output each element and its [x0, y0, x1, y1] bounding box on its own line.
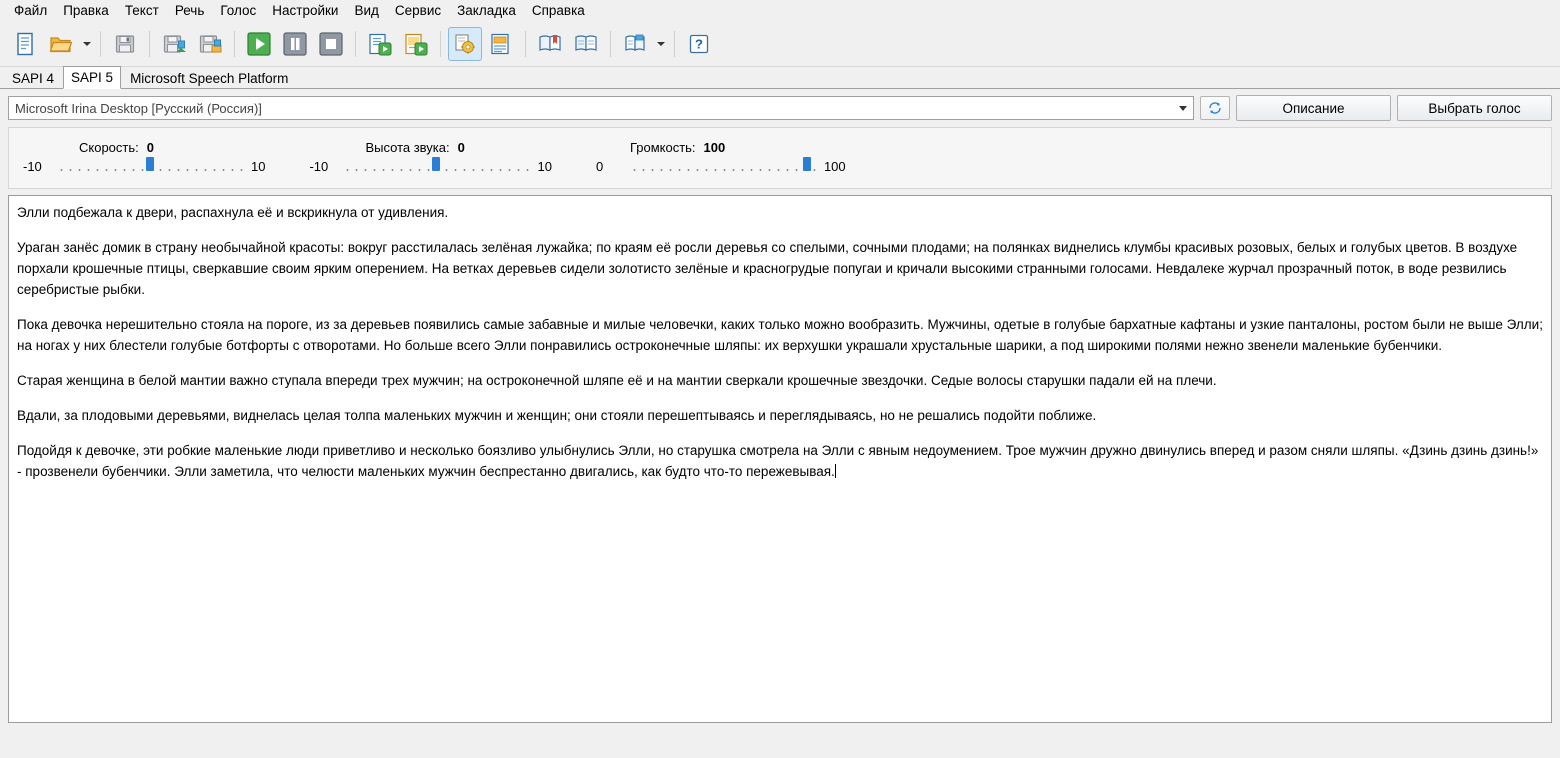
refresh-icon: [1207, 100, 1223, 116]
voice-select-dropdown-button[interactable]: [1173, 97, 1193, 119]
open-folder-icon: [49, 33, 73, 55]
save-audio-parts-icon: [198, 33, 222, 55]
pitch-slider-label-row: [365, 140, 551, 155]
rate-slider-line: [23, 157, 265, 177]
menu-item-view[interactable]: Вид: [354, 3, 379, 18]
chevron-down-icon: [657, 42, 665, 46]
pitch-slider-min: -10: [309, 159, 329, 174]
volume-slider-thumb[interactable]: [803, 157, 811, 171]
play-from-cursor-icon: [368, 32, 392, 56]
play-icon: [246, 31, 272, 57]
voice-settings-panel: [0, 89, 1560, 189]
text-paragraph: Старая женщина в белой мантии важно ступала впереди трех мужчин; на остроконечной шляпе её и на мантии сверкали крошечные звездочки. Седые волосы старушки падали ей на плечи.: [17, 373, 1217, 388]
svg-text:?: ?: [695, 36, 703, 52]
toolbar-separator: [674, 31, 675, 57]
toolbar: [0, 22, 1560, 67]
rate-slider-label-row: [79, 140, 265, 155]
voice-description-button[interactable]: Описание: [1236, 95, 1391, 121]
menu-item-settings[interactable]: Настройки: [272, 3, 339, 18]
menu-item-service[interactable]: Сервис: [394, 3, 442, 18]
volume-slider-line: [596, 157, 846, 177]
new-document-icon: [14, 32, 36, 56]
rate-slider-group: [9, 128, 265, 188]
save-audio-parts-button[interactable]: [193, 27, 227, 61]
help-icon: [688, 33, 710, 55]
menu-item-bookmark[interactable]: Закладка: [457, 3, 516, 18]
choose-voice-button[interactable]: Выбрать голос: [1397, 95, 1552, 121]
menu-item-text[interactable]: Текст: [124, 3, 159, 18]
help-button[interactable]: [682, 27, 716, 61]
text-properties-icon: [489, 32, 513, 56]
volume-slider-label-row: [630, 140, 846, 155]
rate-slider[interactable]: [57, 157, 243, 177]
volume-slider-max: 100: [823, 159, 846, 174]
settings-gear-icon: [453, 32, 477, 56]
toolbar-separator: [355, 31, 356, 57]
toolbar-separator: [100, 31, 101, 57]
open-file-dropdown-button[interactable]: [80, 28, 93, 60]
rate-slider-max: 10: [251, 159, 266, 174]
save-audio-icon: [162, 33, 186, 55]
chevron-down-icon: [1179, 106, 1187, 111]
open-file-button[interactable]: [44, 27, 78, 61]
toolbar-separator: [610, 31, 611, 57]
toolbar-separator: [149, 31, 150, 57]
menu-item-speech[interactable]: Речь: [174, 3, 205, 18]
text-paragraph-with-caret: [17, 440, 1543, 482]
save-audio-button[interactable]: [157, 27, 191, 61]
tab-microsoft-speech-platform[interactable]: Microsoft Speech Platform: [130, 71, 289, 86]
pitch-slider-group: [265, 128, 551, 188]
text-editor[interactable]: [8, 195, 1552, 723]
pitch-slider-line: [309, 157, 551, 177]
menu-item-voice[interactable]: Голос: [220, 3, 257, 18]
pause-button[interactable]: [278, 27, 312, 61]
bookmark-add-button[interactable]: [533, 27, 567, 61]
text-paragraph: Ураган занёс домик в страну необычайной красоты: вокруг расстилалась зелёная лужайка; по краям её росли деревья со спелыми, сочными плодами; на полянках виднелись клумбы красивых розовых, белых и голубых цветов. В воздухе порхали крошечные птицы, сверкавшие своим ярким оперением. На ветках деревьев сидели золотисто зелёные и красногрудые попугаи и кричали высокими странными голосами. Невдалеке журчал прозрачный поток, в воде резвились серебристые рыбки.: [17, 240, 1518, 297]
volume-slider-value: 100: [703, 139, 726, 155]
tab-strip: [0, 67, 1560, 89]
play-from-cursor-button[interactable]: [363, 27, 397, 61]
rate-slider-min: -10: [23, 159, 42, 174]
bookmark-add-icon: [537, 33, 563, 55]
pause-icon: [282, 31, 308, 57]
toolbar-separator: [440, 31, 441, 57]
bookmark-list-button[interactable]: [569, 27, 603, 61]
voice-selection-row: [8, 95, 1552, 121]
sliders-group: [8, 127, 1552, 189]
rate-slider-thumb[interactable]: [146, 157, 154, 171]
save-button[interactable]: [108, 27, 142, 61]
settings-button[interactable]: [448, 27, 482, 61]
tab-sapi5[interactable]: SAPI 5: [63, 66, 121, 89]
pitch-slider-thumb[interactable]: [432, 157, 440, 171]
text-caret: [835, 464, 836, 478]
text-paragraph: Элли подбежала к двери, распахнула её и вскрикнула от удивления.: [17, 205, 449, 220]
pitch-slider-max: 10: [537, 159, 552, 174]
voice-select[interactable]: [8, 96, 1194, 120]
stop-icon: [318, 31, 344, 57]
voice-select-value: Microsoft Irina Desktop [Русский (Россия)]: [15, 100, 262, 116]
chevron-down-icon: [83, 42, 91, 46]
dictionary-button[interactable]: [618, 27, 652, 61]
pitch-slider-value: 0: [457, 139, 465, 155]
stop-button[interactable]: [314, 27, 348, 61]
rate-slider-label: Скорость:: [79, 139, 139, 155]
menu-item-help[interactable]: Справка: [531, 3, 585, 18]
save-icon: [114, 33, 136, 55]
tab-sapi4[interactable]: SAPI 4: [12, 71, 55, 86]
bookmark-list-icon: [573, 33, 599, 55]
text-paragraph: Пока девочка нерешительно стояла на пороге, из за деревьев появились самые забавные и милые человечки, каких только можно вообразить. Мужчины, одетые в голубые бархатные кафтаны и узкие панталоны, ростом были не выше Элли; на ногах у них блестели голубые ботфорты с отворотами. Но больше всего Элли понравились остроконечные шляпы: их верхушки украшали хрустальные шарики, а под широкими полями нежно звенели маленькие бубенчики.: [17, 317, 1543, 353]
text-paragraph: Вдали, за плодовыми деревьями, виднелась целая толпа маленьких мужчин и женщин; они стояли перешептываясь и переглядываясь, но не решались подойти поближе.: [17, 408, 1097, 423]
pitch-slider[interactable]: [343, 157, 529, 177]
menu-item-file[interactable]: Файл: [14, 3, 48, 18]
toolbar-separator: [234, 31, 235, 57]
volume-slider-min: 0: [595, 159, 604, 174]
text-properties-button[interactable]: [484, 27, 518, 61]
volume-slider-ticks: [630, 168, 816, 172]
dictionary-icon: [622, 33, 648, 55]
menu-item-edit[interactable]: Правка: [63, 3, 109, 18]
play-selection-button[interactable]: [399, 27, 433, 61]
refresh-voices-button[interactable]: [1200, 96, 1230, 120]
menu-bar: [0, 0, 1560, 22]
play-button[interactable]: [242, 27, 276, 61]
rate-slider-value: 0: [146, 139, 154, 155]
dictionary-dropdown-button[interactable]: [654, 28, 667, 60]
play-selection-icon: [404, 32, 428, 56]
pitch-slider-label: Высота звука:: [365, 139, 450, 155]
toolbar-separator: [525, 31, 526, 57]
new-document-button[interactable]: [8, 27, 42, 61]
volume-slider-group: [552, 128, 846, 188]
text-paragraph-content: Подойдя к девочке, эти робкие маленькие люди приветливо и несколько боязливо улыбнулись Элли, но старушка смотрела на Элли с явным недоумением. Трое мужчин дружно двинулись вперед и разом сняли шляпы. «Дзинь дзинь дзинь!» - прозвенели бубенчики. Элли заметила, что челюсти маленьких мужчин беспрестанно двигались, как будто что-то пережевывая.: [17, 443, 1539, 479]
volume-slider-label: Громкость:: [629, 139, 696, 155]
volume-slider[interactable]: [630, 157, 816, 177]
